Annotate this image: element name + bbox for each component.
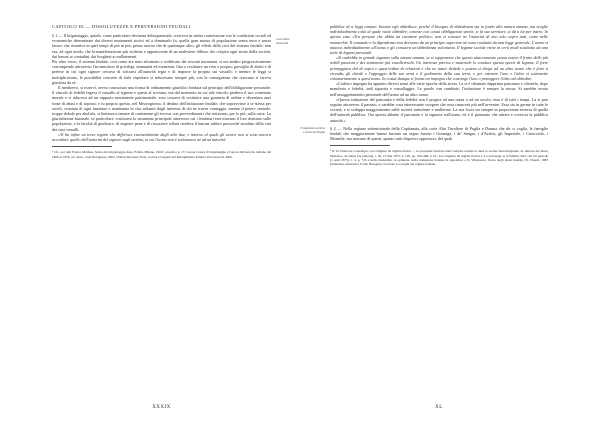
left-quote-paragraph: «Vi ha infine un terzo regime che differisce essenzialmente dagli altri due, e intorno al quale gli storici non si sono ancora accordati: quello dell'autorità del signore sugli uomini, in cui l'uomo non è sottomesso né ad un'autorità: [52, 131, 271, 143]
chapter-heading: CAPITOLO III — DISSOLUTEZZE E PERVERSIONI FEUDALI: [52, 24, 191, 29]
left-section-1: [52, 33, 290, 59]
right-quote-paragraph: pubblica né a leggi comuni. Intanto egli obbedisce, perché il bisogno di obbedienza sta in fondo alla natura umana, ma sceglie individualmente colui al quale vuole obbedire; contrae con costui obbligazioni strette, si fa suo servitore, si dà a lui per intero. In questo caso «Tra persone che abbia un carattere politico; non si conosce ne l'autorità di uno solo sopra tutti, come nelle monarchie. Il comando e la dipendenza non derivano da un principio superiore né sono costituiti da una legge generale. L'uomo si attacca individualmente all'uomo e gli consacra un'obbedienza volontaria. Il legame sociale viene in certi modi sostituito da una serie di legami personali.: [330, 24, 548, 56]
footnote-rule: [330, 145, 390, 146]
right-quote-paragraph: «Si cadrebbe in grande inganno sulla natura umana, se si supponesse che questo attaccamento possa essere il frutto delle più nobili passioni o dei sentimenti più cavallereschi. Un interesse preciso e materiale lo conduce questa specie di legame. Il forte primeggiava dal di sopra e quest'ordine di relazioni è che ne nasce dedede e poteva si dirige ad un altro uomo che è forte a vicenda, gli chiede e l'appoggio delle sue armi e il godimento della sua terra, e per ottenere l'uno e l'altro si sottomette volontariamente a quest'uomo. In costui dunque si forma un impegno che costringe l'uno o proteggere l'altro ad obbedire.: [330, 55, 548, 82]
left-page-number: XXXIX: [152, 405, 171, 410]
left-footnotes: [52, 150, 271, 159]
left-paragraph: Per altro verso, il sistema feudale, così come era stato riformato e codificato dai sovrani normanni, si era andato progressivamente corrompendo attraverso l'accumularsi di privilegi, immunità ed esenzioni, fino a costituire un vero e proprio groviglio di diritti e di pretese in cui ogni signore cercava di sottrarsi all'autorità regia e di imporre la propria sui vassalli; e mentre le leggi si moltiplicavano, le possibilità concrete di farle rispettare si riducevano sempre più, con la conseguenza che ciascuno si faceva giustizia da sé.: [52, 59, 271, 85]
right-footnote: ¹ N. D. Fustel de Coulanges, Les Origines du régime féodal — La propriété foncière dans l'empire romain et dans la société mérovingienne, in «Revue des Deux Mondes», 4e année (3e période), t. XI, 15 mai 1875, n. 105, pp. 436-468; e: Id., Les Origines du régime féodal, I. Le patronage et la fidélité, Ibid., 46 (3e période (1 août 1875), t. 4, p. 745 e nella medesima, la opinione, nella traduzione italiana in appendice a D. Winspeare, Storia degli abusi feudali, (N. Napoli, 1883 (riedizione anastatica, Forni, Bologna) col titolo: Le origini del regime feudale.: [330, 149, 548, 167]
right-paragraph: § 2 — Nella regione settentrionale della Capitanata, alla corte Alto Tavoliere di Puglia e Daunia che dir si voglia, le famiglie feudali che maggiormente hanno lasciato un segno furono i Gonzaga, i de' Sangro, i d'Avalos, gli Imperiale, i Caracciolo, i Mormile; ma nessuno di questi, quanto tutti dispotici oppressori, del quali: [330, 125, 548, 142]
right-paragraph: «Questa istituzione del patronato e della fedeltà non è propria ad una razza o ad un secolo, essa è di tutti i tempi. La si può seguire attraverso il passato, e sarebbe cosa interessante scorgere che essa rinascerà più nell'avvenire. Essa sta in germe in tutte le società, e si sviluppa maggiormente nelle società turbolente e malferme. La sua forza sta sempre in proporzione inversa di quella dell'autorità pubblica. Ora questa abbatte il patronato e la signoria sull'uomo, ed è il patronato che atterra e rovescia la pubblica autorità.»: [330, 96, 548, 123]
right-footnotes: [330, 149, 548, 166]
left-paragraph: § 1 — Il brigantaggio, quindi, come particolare devianza delinquenziale, cresceva in stretta connessione con le condizioni sociali ed economiche determinate dai diversi mutamenti storici ed a dominarlo fu, quella gran massa di popolazione senza terra e senza lavoro che risentiva in quei tempi di più in più, prima ancora che di qualunque altro, gli effetti della crisi del sistema feudale; non era, ad ogni modo, che la manifestazione più violenta e appariscente di un malessere diffuso che colpiva ogni strato della società, dai baroni ai contadini, dai borghesi ai nullatenenti.: [52, 33, 271, 59]
right-text-column: [300, 24, 548, 167]
left-margin-note: Caos delle immunità: [276, 37, 290, 45]
left-paragraph: Il medioevo, si osservi, aveva conosciuto una forma di ordinamento giuridico fondata sul principio dell'obbligazione personale: il vincolo di fedeltà legava il vassallo al signore e questi al sovrano; ma dal momento in cui tale vincolo perdeva il suo contenuto morale e si riduceva ad un rapporto meramente patrimoniale, esso cessava di costituire una garanzia di ordine e diventava anzi fonte di abusi e di soprusi; e fu proprio questo, nel Mezzogiorno, il destino dell'istituzione feudale, che sopravvisse a se stessa per secoli, svuotata di ogni funzione e mantenuta in vita soltanto dagli interessi di chi ne traeva vantaggio, mentre il potere centrale, troppo debole per abolirla, si limitava a tentare di contenerne gli eccessi con provvedimenti che restavano, per lo più, sulla carta. La giurisdizione baronale, in particolare, costituiva lo strumento principale attraverso cui i feudatari esercitavano il loro dominio sulle popolazioni, e la facoltà di giudicare, di imporre pene e di riscuotere tributi rendeva il barone arbitro pressoché assoluto della vita dei suoi vassalli.: [52, 85, 271, 132]
right-paragraph: «Codesto impegno ha appunto diversi nomi alle varie epoche della storia. La si è chiamato dapprima patronato e clientela, dopo manifesto e fedeltà, indi signoria e vassallaggio. Le parole van cambiate, l'istituzione è sempre la stessa. Si sarebbe errato nell'assoggettamento personale dell'uomo ad un altro uomo.: [330, 81, 548, 97]
left-text-column: [52, 24, 290, 159]
right-page-number: XL: [435, 405, 443, 410]
left-footnote: ¹ Cfr., per tutti Franco Molfese, Storia del brigantaggio dopo l'Unità, Milano, 1964¹, passim e p. 17; Cesare Cesari, Il brigantaggio e l'opera dell'esercito italiano dal 1860 al 1870, cit. anast., Sala Bolognese, 2002; Ottavio Rossani, Stato, società e briganti nel Risorgimento italiano, Pescasseroli, 2002.: [52, 150, 271, 159]
right-margin-note: Fondazioni antiche e feudo di Puglia: [300, 125, 325, 134]
right-section-2: [300, 125, 548, 142]
right-page: [300, 0, 600, 424]
footnote-rule: [52, 146, 112, 147]
